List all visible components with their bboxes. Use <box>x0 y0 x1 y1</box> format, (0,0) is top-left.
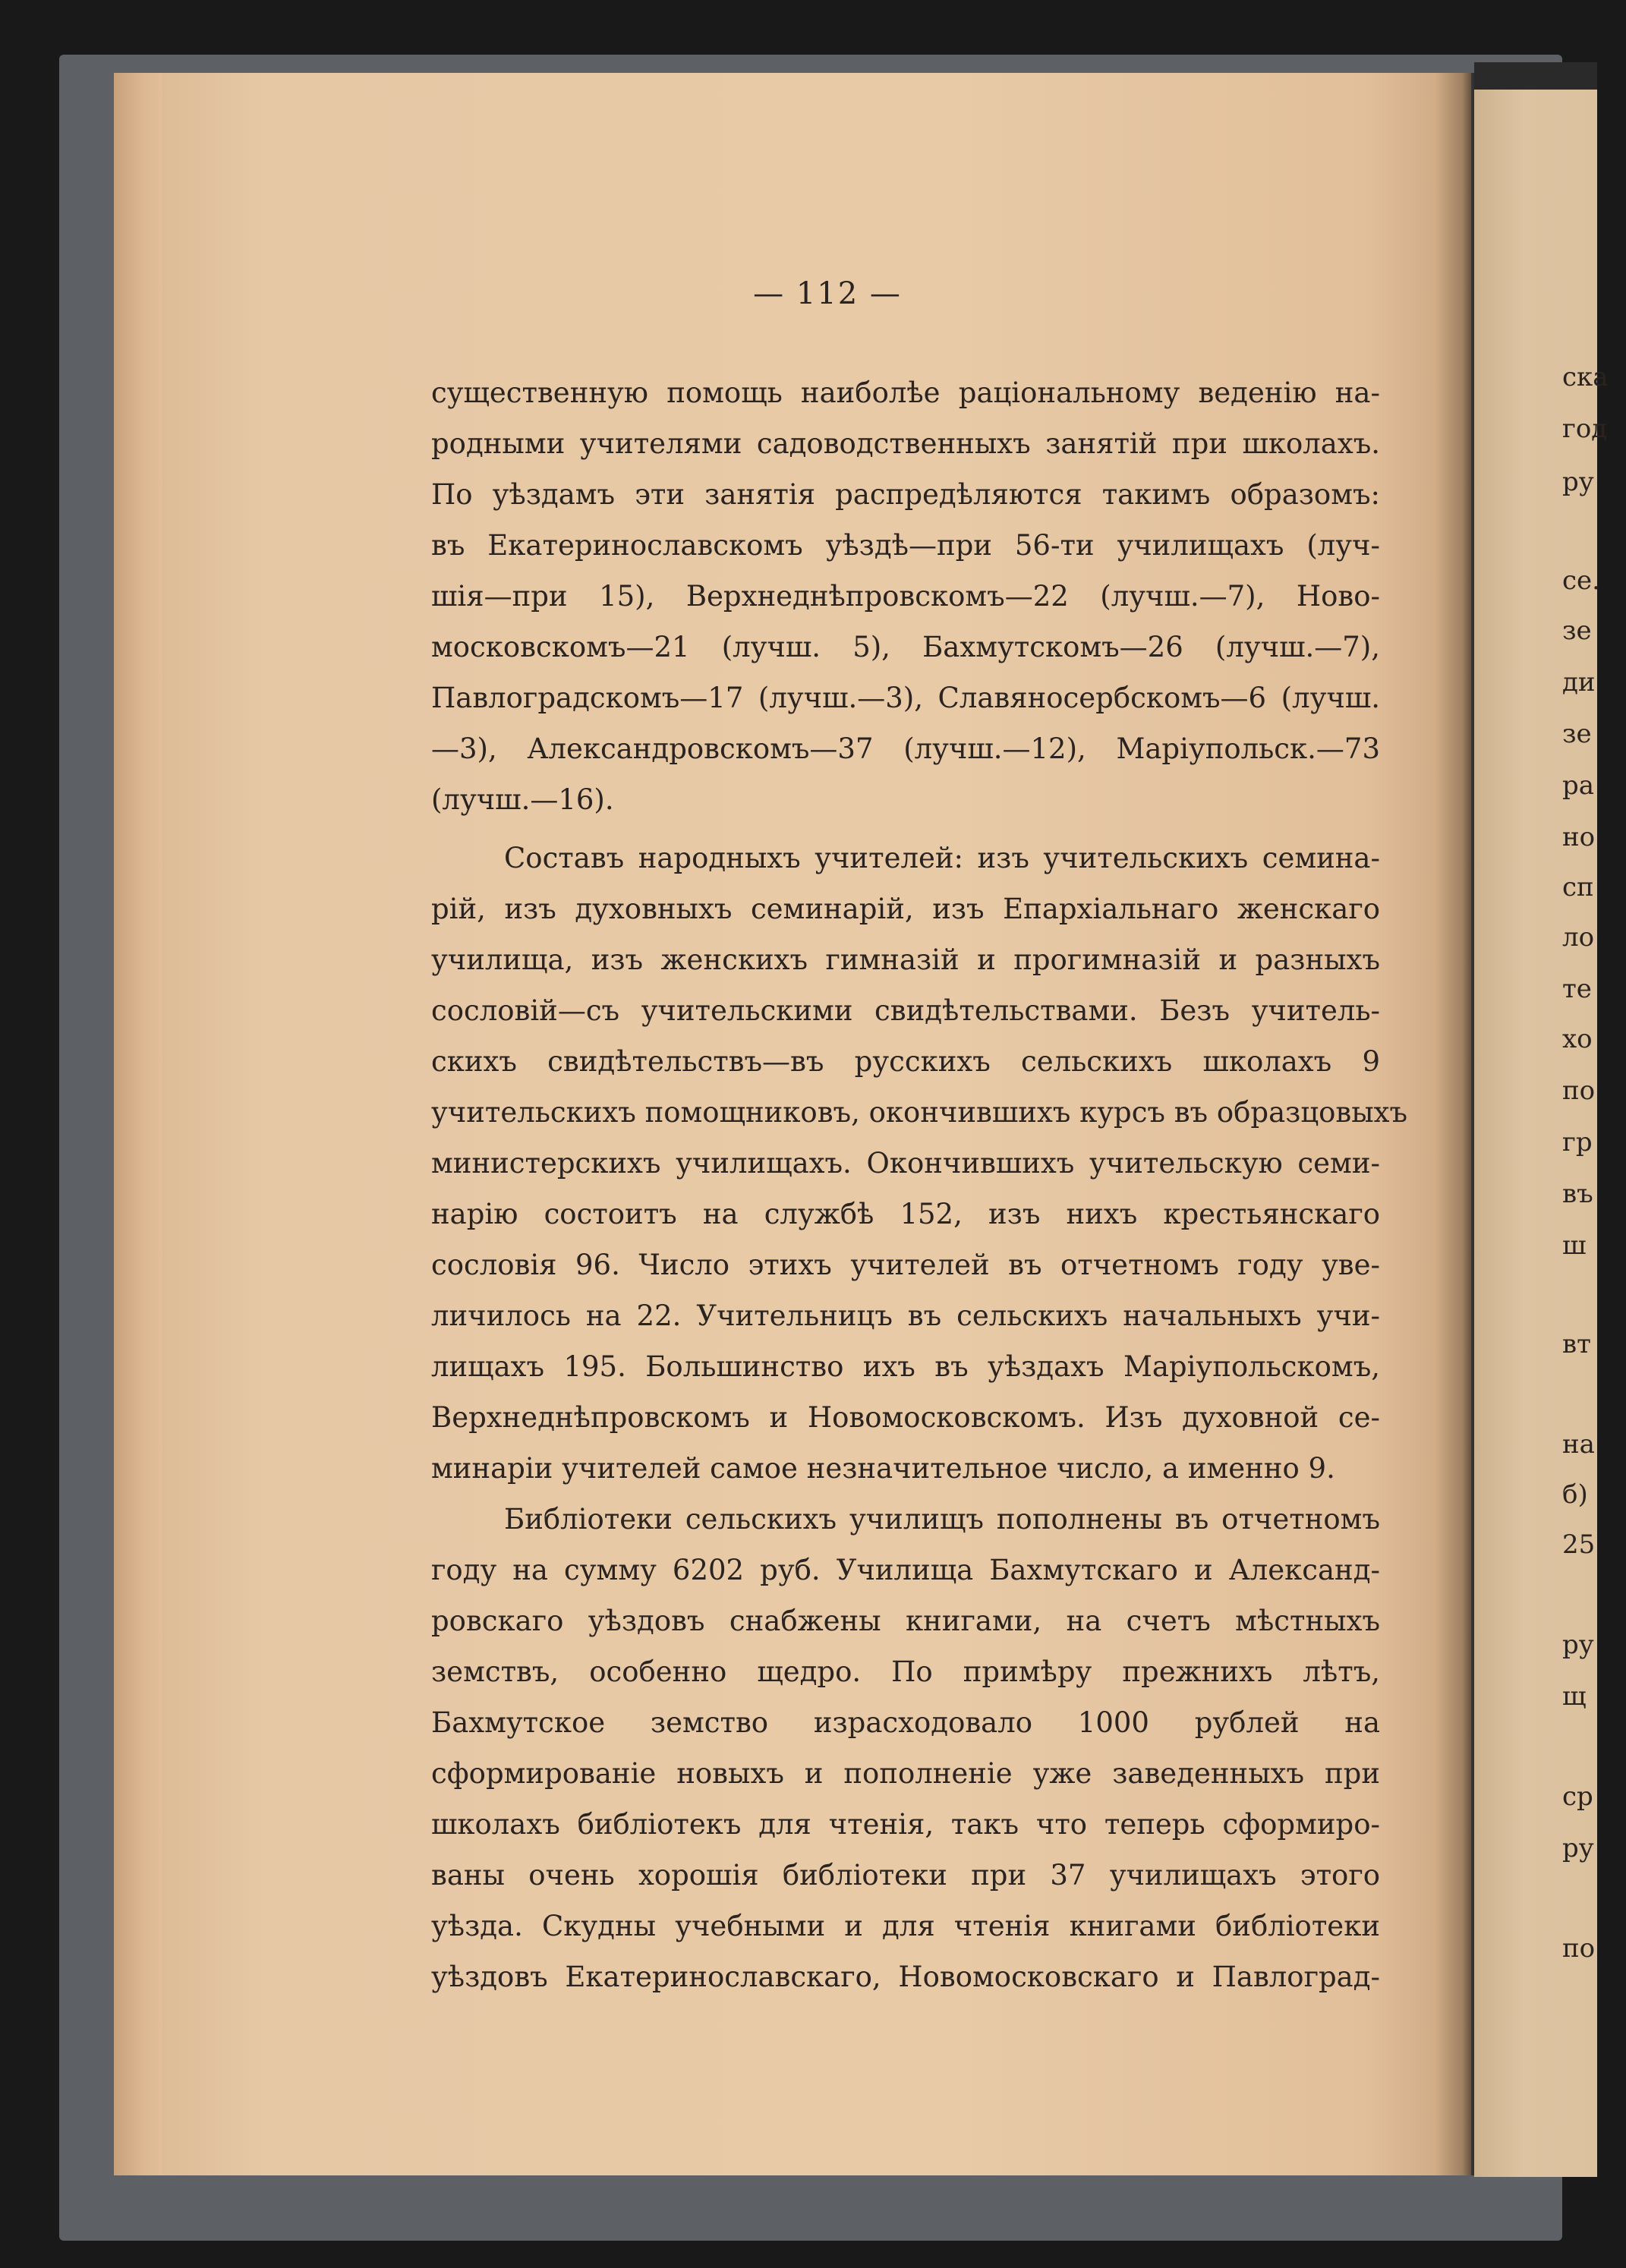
facing-page-fragment: ру <box>1562 467 1594 497</box>
text-line: личилось на 22. Учительницъ въ сельскихъ начальныхъ учи- <box>431 1299 1380 1332</box>
text-line: —3), Александровскомъ—37 (лучш.—12), Маріупольск.—73 <box>431 732 1380 765</box>
facing-page-fragment: ди <box>1562 667 1596 698</box>
text-line: уѣзда. Скудны учебными и для чтенія книгами библіотеки <box>431 1910 1380 1942</box>
facing-page-fragment: ска <box>1562 362 1609 392</box>
facing-page-fragment: ру <box>1562 1630 1594 1660</box>
page-number: — 112 — <box>753 276 902 311</box>
page-body-text <box>431 367 1408 2002</box>
facing-page-top-edge <box>1474 62 1597 93</box>
text-line: сословій—съ учительскими свидѣтельствами. Безъ учитель- <box>431 994 1380 1027</box>
text-line: сформированіе новыхъ и пополненіе уже заведенныхъ при <box>431 1757 1380 1790</box>
text-line: Составъ народныхъ учителей: изъ учительскихъ семина- <box>504 842 1380 874</box>
text-line: скихъ свидѣтельствъ—въ русскихъ сельскихъ школахъ 9 <box>431 1045 1380 1078</box>
page-stack-edge <box>114 73 164 2175</box>
text-line: училища, изъ женскихъ гимназій и прогимназій и разныхъ <box>431 943 1380 976</box>
facing-page-fragment: ло <box>1562 922 1595 953</box>
text-line: московскомъ—21 (лучш. 5), Бахмутскомъ—26 (лучш.—7), <box>431 631 1380 663</box>
text-line: шія—при 15), Верхнеднѣпровскомъ—22 (лучш.—7), Ново- <box>431 580 1380 613</box>
facing-page-fragment: зе <box>1562 616 1592 646</box>
text-line: сословія 96. Число этихъ учителей въ отчетномъ году уве- <box>431 1249 1380 1281</box>
text-line: нарію состоитъ на службѣ 152, изъ нихъ крестьянскаго <box>431 1198 1380 1230</box>
text-line: По уѣздамъ эти занятія распредѣляются такимъ образомъ: <box>431 478 1380 511</box>
text-line: ваны очень хорошія библіотеки при 37 училищахъ этого <box>431 1859 1380 1892</box>
text-line: министерскихъ училищахъ. Окончившихъ учительскую семи- <box>431 1147 1380 1180</box>
facing-page-fragment: ш <box>1562 1230 1587 1261</box>
text-line: ровскаго уѣздовъ снабжены книгами, на счетъ мѣстныхъ <box>431 1605 1380 1637</box>
facing-page-fragment: ср <box>1562 1781 1593 1812</box>
facing-page-fragment: год <box>1562 414 1608 444</box>
facing-page-fragment: ру <box>1562 1833 1594 1863</box>
text-line: школахъ библіотекъ для чтенія, такъ что теперь сформиро- <box>431 1808 1380 1841</box>
facing-page-fragment: но <box>1562 822 1596 852</box>
facing-page-fragment: по <box>1562 1933 1596 1964</box>
text-line: лищахъ 195. Большинство ихъ въ уѣздахъ Маріупольскомъ, <box>431 1350 1380 1383</box>
facing-page-fragment: те <box>1562 974 1592 1004</box>
text-line: учительскихъ помощниковъ, окончившихъ курсъ въ образцовыхъ <box>431 1096 1408 1129</box>
text-line: рій, изъ духовныхъ семинарій, изъ Епархіальнаго женскаго <box>431 893 1380 925</box>
facing-page-fragment: хо <box>1562 1024 1593 1054</box>
text-line: въ Екатеринославскомъ уѣздѣ—при 56-ти училищахъ (луч- <box>431 529 1380 562</box>
text-line: Бахмутское земство израсходовало 1000 рублей на <box>431 1706 1380 1739</box>
text-line: году на сумму 6202 руб. Училища Бахмутскаго и Александ- <box>431 1554 1380 1586</box>
text-line: существенную помощь наиболѣе раціональному веденію на- <box>431 376 1380 409</box>
text-line: Библіотеки сельскихъ училищъ пополнены въ отчетномъ <box>504 1503 1380 1536</box>
facing-page-fragment: б) <box>1562 1479 1588 1510</box>
facing-page-fragment: зе <box>1562 719 1592 749</box>
facing-page-fragment: 25 <box>1562 1529 1596 1560</box>
text-line: родными учителями садоводственныхъ занятій при школахъ. <box>431 427 1380 460</box>
facing-page-fragment: сп <box>1562 872 1594 902</box>
facing-page-fragment: по <box>1562 1076 1596 1106</box>
facing-page-fragment: вт <box>1562 1329 1591 1359</box>
facing-page-fragment: на <box>1562 1429 1595 1460</box>
text-line: минаріи учителей самое незначительное число, а именно 9. <box>431 1452 1335 1485</box>
facing-page-fragment: въ <box>1562 1179 1593 1209</box>
paragraph-gap <box>431 825 1380 833</box>
text-line: земствъ, особенно щедро. По примѣру прежнихъ лѣтъ, <box>431 1655 1380 1688</box>
facing-page-fragment: гр <box>1562 1127 1593 1158</box>
text-line: Павлоградскомъ—17 (лучш.—3), Славяносербскомъ—6 (лучш. <box>431 682 1380 714</box>
book-gutter <box>1435 73 1474 2175</box>
text-line: (лучш.—16). <box>431 783 614 816</box>
facing-page-fragment: се. <box>1562 565 1600 596</box>
text-line: уѣздовъ Екатеринославскаго, Новомосковскаго и Павлоград- <box>431 1961 1380 1993</box>
facing-page-fragment: ра <box>1562 770 1595 801</box>
text-line: Верхнеднѣпровскомъ и Новомосковскомъ. Изъ духовной се- <box>431 1401 1380 1434</box>
facing-page-fragment: щ <box>1562 1681 1587 1712</box>
